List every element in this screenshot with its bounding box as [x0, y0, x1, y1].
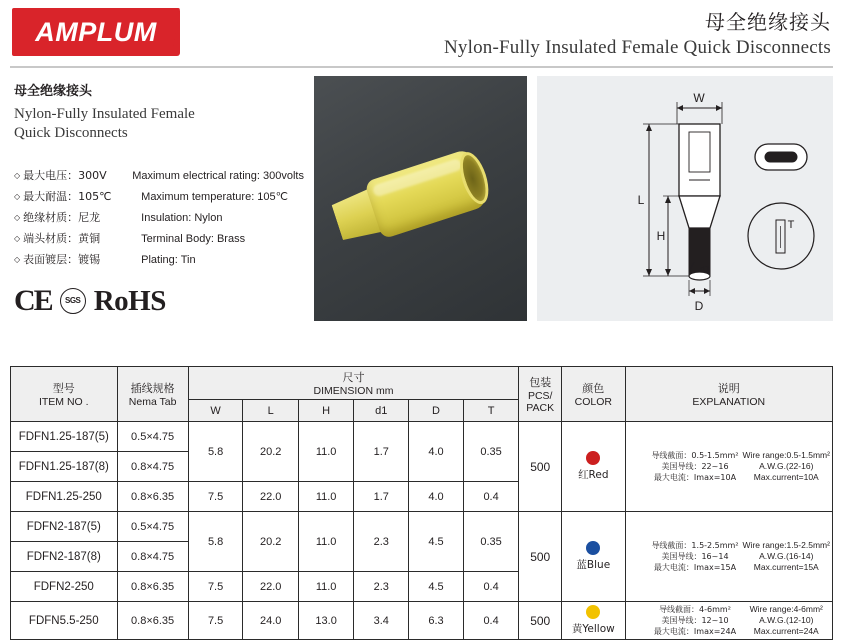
svg-text:L: L — [637, 193, 645, 207]
bullet-icon: ◇ — [14, 192, 21, 201]
header-titles — [444, 6, 831, 59]
logo-text: AMPLUM — [35, 16, 157, 47]
cell-t: 0.35 — [463, 422, 518, 482]
technical-drawing — [537, 76, 833, 321]
cell-pack: 500 — [519, 422, 562, 512]
col-header-pack-cn: 包装 — [529, 376, 552, 389]
sgs-icon: SGS — [60, 288, 86, 314]
cell-d1: 2.3 — [354, 512, 409, 572]
rohs-icon: RoHS — [93, 284, 166, 317]
explanation-cn: 最大电流：Imax=24A — [653, 627, 737, 636]
header-title-en: Nylon-Fully Insulated Female Quick Disconnects — [443, 37, 831, 58]
explanation-cn: 美国导线：12~10 — [661, 616, 729, 625]
cell-item: FDFN2-250 — [11, 572, 118, 602]
col-header-color-en: COLOR — [574, 396, 612, 408]
cell-item: FDFN2-187(8) — [11, 542, 118, 572]
spec-label-cn: 绝缘材质：尼龙 — [23, 211, 101, 224]
explanation-cn: 美国导线：16~14 — [661, 552, 729, 561]
product-spec-column — [10, 76, 304, 346]
explanation-grid — [628, 450, 831, 483]
col-header-color-cn: 颜色 — [582, 382, 605, 395]
cell-nema: 0.8×6.35 — [117, 482, 188, 512]
col-header-item — [11, 367, 118, 422]
explanation-en: Max.current=24A — [753, 626, 819, 636]
spec-label-cn: 端头材质：黄铜 — [23, 232, 101, 245]
spec-item — [14, 169, 304, 184]
spec-label-en: Terminal Body: Brass — [141, 233, 246, 245]
page-header — [0, 0, 843, 68]
color-swatch-yellow — [586, 605, 600, 619]
cell-w: 5.8 — [188, 422, 243, 482]
explanation-cn: 导线截面：4-6mm² — [659, 605, 731, 614]
col-header-dimension — [188, 367, 519, 400]
spec-label-en: Maximum electrical rating: 300volts — [132, 170, 304, 182]
col-header-d: D — [409, 400, 464, 422]
cell-color — [562, 602, 625, 640]
cell-d1: 1.7 — [354, 422, 409, 482]
spec-label-en: Maximum temperature: 105℃ — [141, 191, 289, 203]
cell-h: 11.0 — [298, 512, 353, 572]
svg-text:W: W — [693, 91, 705, 105]
col-header-explanation — [625, 367, 833, 422]
spec-item — [14, 190, 304, 205]
product-photo — [314, 76, 527, 321]
explanation-grid — [628, 604, 831, 637]
spec-item — [14, 232, 304, 247]
color-label: 红Red — [578, 469, 609, 481]
col-header-dimension-cn: 尺寸 — [342, 371, 365, 384]
svg-text:H: H — [656, 229, 666, 243]
col-header-l: L — [243, 400, 298, 422]
cell-item: FDFN1.25-250 — [11, 482, 118, 512]
cell-l: 22.0 — [243, 482, 298, 512]
table-row — [11, 602, 833, 640]
bullet-icon: ◇ — [14, 171, 21, 180]
spec-label-cn: 最大耐温：105℃ — [23, 190, 112, 203]
cell-pack: 500 — [519, 602, 562, 640]
col-header-item-en: ITEM NO . — [38, 396, 89, 408]
cell-explanation — [625, 422, 833, 512]
color-label: 黄Yellow — [571, 623, 615, 635]
product-name-en — [14, 105, 304, 143]
drawing-svg — [537, 76, 827, 321]
col-header-explanation-cn: 说明 — [717, 382, 740, 395]
svg-text:d1: d1 — [699, 264, 711, 274]
explanation-cn: 美国导线：22~16 — [661, 462, 729, 471]
cell-color — [562, 422, 625, 512]
cell-t: 0.4 — [463, 602, 518, 640]
col-header-dimension-en: DIMENSION mm — [313, 385, 394, 397]
explanation-cn: 最大电流：Imax=15A — [653, 563, 737, 572]
color-swatch-red — [586, 451, 600, 465]
cell-l: 20.2 — [243, 512, 298, 572]
product-overview — [0, 68, 843, 346]
header-title-cn: 母全绝缘接头 — [705, 10, 831, 34]
explanation-grid — [628, 540, 831, 573]
color-swatch-blue — [586, 541, 600, 555]
col-header-item-cn: 型号 — [52, 382, 75, 395]
explanation-en: Wire range:4-6mm² — [749, 604, 823, 614]
spec-item — [14, 211, 304, 226]
specification-table-wrap — [10, 366, 833, 640]
cell-d1: 3.4 — [354, 602, 409, 640]
bullet-icon: ◇ — [14, 213, 21, 222]
bullet-icon: ◇ — [14, 234, 21, 243]
table-row — [11, 512, 833, 542]
brand-logo — [12, 8, 180, 56]
cell-explanation — [625, 602, 833, 640]
cell-nema: 0.8×6.35 — [117, 602, 188, 640]
color-label: 蓝Blue — [576, 559, 611, 571]
cell-item: FDFN5.5-250 — [11, 602, 118, 640]
spec-label-cn: 表面镀层：镀锡 — [23, 253, 101, 266]
col-header-pack — [519, 367, 562, 422]
explanation-en: Wire range:0.5-1.5mm² — [742, 450, 830, 460]
col-header-pack-en1: PCS/ — [527, 390, 553, 402]
col-header-explanation-en: EXPLANATION — [692, 396, 766, 408]
cell-t: 0.35 — [463, 512, 518, 572]
product-name-en-line1: Nylon-Fully Insulated Female — [14, 106, 195, 122]
cell-nema: 0.5×4.75 — [117, 422, 188, 452]
cell-w: 7.5 — [188, 482, 243, 512]
cell-nema: 0.8×4.75 — [117, 452, 188, 482]
cell-w: 7.5 — [188, 572, 243, 602]
cell-explanation — [625, 512, 833, 602]
col-header-color — [562, 367, 625, 422]
specification-table — [10, 366, 833, 640]
col-header-h: H — [298, 400, 353, 422]
bullet-icon: ◇ — [14, 255, 21, 264]
explanation-en: A.W.G.(12-10) — [759, 615, 814, 625]
col-header-nema-en: Nema Tab — [128, 396, 177, 408]
cell-t: 0.4 — [463, 482, 518, 512]
col-header-nema — [117, 367, 188, 422]
spec-list — [14, 169, 304, 268]
cell-h: 11.0 — [298, 572, 353, 602]
cell-d1: 2.3 — [354, 572, 409, 602]
product-name-en-line2: Quick Disconnects — [14, 125, 128, 141]
explanation-en: Wire range:1.5-2.5mm² — [742, 540, 830, 550]
cell-pack: 500 — [519, 512, 562, 602]
cell-nema: 0.5×4.75 — [117, 512, 188, 542]
svg-text:D: D — [694, 299, 704, 313]
cell-d1: 1.7 — [354, 482, 409, 512]
certification-marks — [14, 284, 304, 318]
cell-d: 4.5 — [409, 572, 464, 602]
cell-d: 4.5 — [409, 512, 464, 572]
cell-l: 22.0 — [243, 572, 298, 602]
cell-d: 4.0 — [409, 422, 464, 482]
spec-label-en: Insulation: Nylon — [141, 212, 223, 224]
col-header-pack-en2: PACK — [526, 402, 555, 414]
cell-item: FDFN2-187(5) — [11, 512, 118, 542]
explanation-cn: 导线截面：1.5-2.5mm² — [651, 541, 739, 550]
product-name-cn: 母全绝缘接头 — [14, 84, 93, 99]
cell-color — [562, 512, 625, 602]
explanation-cn: 导线截面：0.5-1.5mm² — [651, 451, 739, 460]
explanation-en: A.W.G.(22-16) — [759, 461, 814, 471]
col-header-t: T — [463, 400, 518, 422]
col-header-d1: d1 — [354, 400, 409, 422]
cell-l: 20.2 — [243, 422, 298, 482]
explanation-en: Max.current=15A — [753, 562, 819, 572]
cell-d: 6.3 — [409, 602, 464, 640]
cell-d: 4.0 — [409, 482, 464, 512]
col-header-nema-cn: 插线规格 — [130, 382, 175, 395]
cell-w: 7.5 — [188, 602, 243, 640]
cell-h: 11.0 — [298, 482, 353, 512]
col-header-w: W — [188, 400, 243, 422]
cell-item: FDFN1.25-187(5) — [11, 422, 118, 452]
ce-icon: CE — [14, 284, 52, 317]
cell-t: 0.4 — [463, 572, 518, 602]
cell-l: 24.0 — [243, 602, 298, 640]
explanation-cn: 最大电流：Imax=10A — [653, 473, 737, 482]
connector-illustration — [324, 143, 490, 260]
spec-label-en: Plating: Tin — [141, 254, 196, 266]
explanation-en: Max.current=10A — [753, 472, 819, 482]
table-row — [11, 422, 833, 452]
cell-nema: 0.8×4.75 — [117, 542, 188, 572]
spec-label-cn: 最大电压：300V — [23, 169, 107, 182]
svg-text:T: T — [787, 219, 795, 231]
cell-item: FDFN1.25-187(8) — [11, 452, 118, 482]
cell-nema: 0.8×6.35 — [117, 572, 188, 602]
cell-h: 11.0 — [298, 422, 353, 482]
spec-item — [14, 253, 304, 268]
cell-w: 5.8 — [188, 512, 243, 572]
explanation-en: A.W.G.(16-14) — [759, 551, 814, 561]
cell-h: 13.0 — [298, 602, 353, 640]
